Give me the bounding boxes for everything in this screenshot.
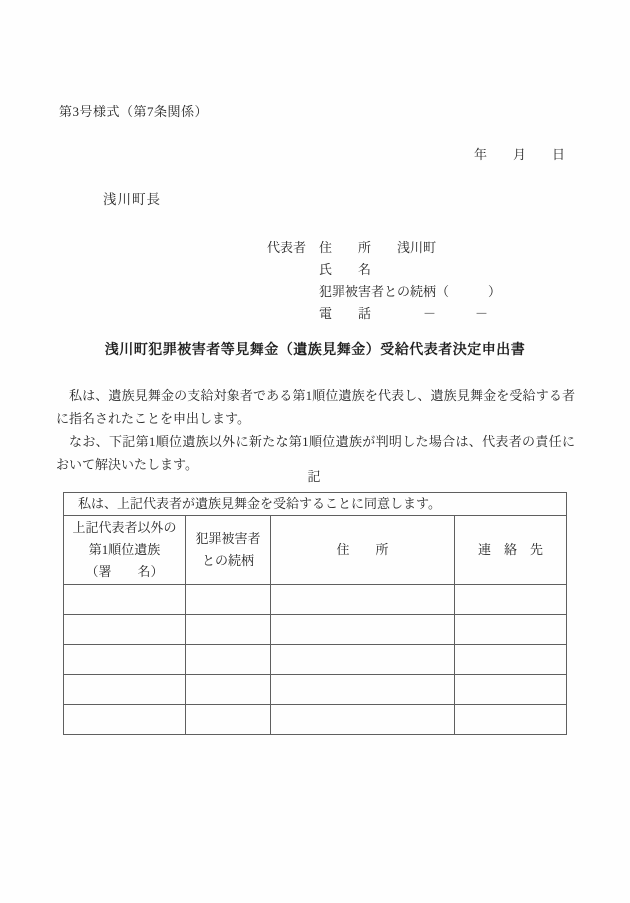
table-row (64, 615, 567, 645)
table-cell (186, 645, 271, 675)
consent-row (64, 493, 567, 516)
table-cell (271, 585, 455, 615)
header-line: （署 名） (85, 564, 164, 579)
table-header-row (64, 516, 567, 585)
table-cell (455, 645, 567, 675)
table-cell (64, 615, 186, 645)
column-header-contact (455, 516, 567, 585)
table-cell (64, 675, 186, 705)
date-placeholder-line: 年 月 日 (474, 147, 566, 162)
table-cell (186, 615, 271, 645)
header-line: 住 所 (336, 542, 389, 557)
form-number: 第3号様式（第7条関係） (59, 104, 209, 119)
column-header-relation (186, 516, 271, 585)
table-cell (271, 645, 455, 675)
table-cell (186, 705, 271, 735)
header-line: 連 絡 先 (478, 542, 544, 557)
table-cell (271, 675, 455, 705)
table-cell (64, 645, 186, 675)
representative-name-line: 氏 名 (267, 262, 372, 277)
paragraph-declaration: 私は、遺族見舞金の支給対象者である第1順位遺族を代表し、遺族見舞金を受給する者に指名されたことを申出します。 (56, 388, 575, 426)
table-cell (64, 585, 186, 615)
paragraph-responsibility: なお、下記第1順位遺族以外に新たな第1順位遺族が判明した場合は、代表者の責任において解決いたします。 (56, 434, 575, 472)
table-cell (271, 615, 455, 645)
body-paragraphs (56, 384, 575, 476)
column-header-other-heirs (64, 516, 186, 585)
table-row (64, 705, 567, 735)
header-line: 上記代表者以外の (72, 520, 177, 535)
header-line: 犯罪被害者 (195, 531, 261, 546)
addressee-mayor: 浅川町長 (103, 192, 161, 207)
table-cell (186, 675, 271, 705)
consent-statement: 私は、上記代表者が遺族見舞金を受給することに同意します。 (64, 493, 567, 516)
table-cell (64, 705, 186, 735)
consent-table (63, 492, 567, 735)
representative-block (267, 237, 501, 325)
record-heading: 記 (307, 469, 323, 484)
table-cell (186, 585, 271, 615)
header-line: との続柄 (201, 553, 254, 568)
representative-phone-line: 電 話 － － (267, 306, 489, 321)
representative-address-line: 代表者 住 所 浅川町 (267, 240, 437, 255)
representative-relation-line: 犯罪被害者との続柄（ ） (267, 284, 502, 299)
table-row (64, 645, 567, 675)
table-cell (455, 705, 567, 735)
table-cell (455, 615, 567, 645)
table-row (64, 585, 567, 615)
table-row (64, 675, 567, 705)
document-title: 浅川町犯罪被害者等見舞金（遺族見舞金）受給代表者決定申出書 (104, 341, 526, 357)
table-cell (455, 675, 567, 705)
table-cell (455, 585, 567, 615)
column-header-address (271, 516, 455, 585)
header-line: 第1順位遺族 (88, 542, 161, 557)
table-cell (271, 705, 455, 735)
